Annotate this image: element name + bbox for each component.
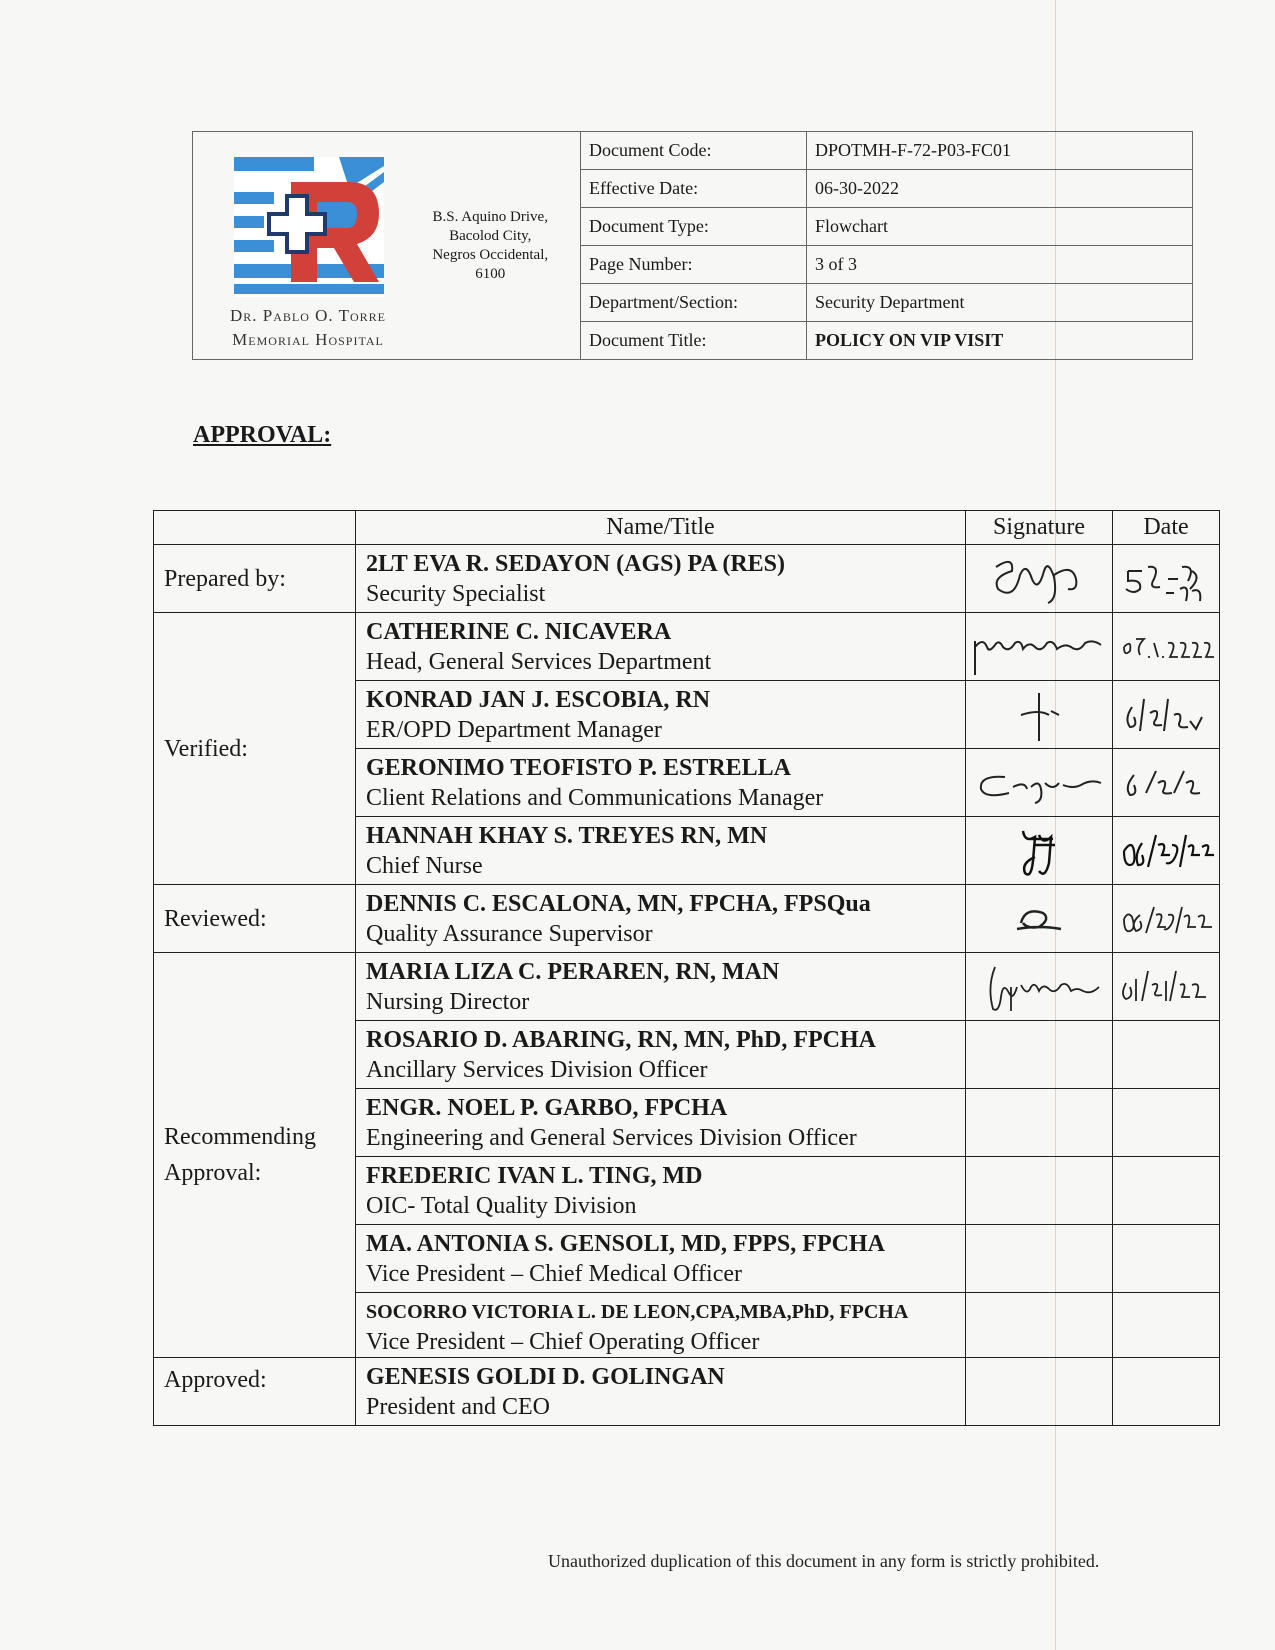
table-header-row bbox=[154, 511, 1220, 545]
signature-mark bbox=[1009, 819, 1069, 883]
date-cell bbox=[1113, 885, 1220, 953]
field-label: Department/Section: bbox=[581, 284, 807, 322]
person-cell bbox=[356, 1157, 966, 1225]
person-title: Head, General Services Department bbox=[366, 649, 712, 675]
signature-cell bbox=[966, 953, 1113, 1021]
signature-cell bbox=[966, 885, 1113, 953]
date-cell bbox=[1113, 1358, 1220, 1426]
person-cell bbox=[356, 817, 966, 885]
signature-mark bbox=[1009, 685, 1069, 745]
person-cell bbox=[356, 1225, 966, 1293]
signature-mark bbox=[969, 753, 1109, 813]
role-recommending-line2: Approval: bbox=[164, 1160, 262, 1186]
hospital-name-line2: Memorial Hospital bbox=[232, 330, 384, 349]
role-prepared: Prepared by: bbox=[154, 545, 356, 613]
person-cell bbox=[356, 885, 966, 953]
person-cell bbox=[356, 545, 966, 613]
person-title: Vice President – Chief Medical Officer bbox=[366, 1261, 742, 1287]
handwritten-date-mark bbox=[1116, 617, 1216, 677]
person-title: Quality Assurance Supervisor bbox=[366, 921, 653, 947]
person-name: FREDERIC IVAN L. TING, MD bbox=[366, 1163, 703, 1189]
signature-cell bbox=[966, 545, 1113, 613]
date-cell bbox=[1113, 817, 1220, 885]
person-cell bbox=[356, 681, 966, 749]
table-row bbox=[154, 545, 1220, 613]
role-recommending-line1: Recommending bbox=[164, 1124, 316, 1150]
handwritten-date-mark bbox=[1116, 753, 1216, 813]
page-number-value: 3 of 3 bbox=[807, 246, 1193, 284]
approval-heading: APPROVAL: bbox=[193, 422, 332, 448]
person-title: Chief Nurse bbox=[366, 853, 483, 879]
date-cell bbox=[1113, 1157, 1220, 1225]
field-label: Effective Date: bbox=[581, 170, 807, 208]
signature-cell bbox=[966, 1225, 1113, 1293]
document-type-value: Flowchart bbox=[807, 208, 1193, 246]
person-name: 2LT EVA R. SEDAYON (AGS) PA (RES) bbox=[366, 551, 786, 577]
date-cell bbox=[1113, 1225, 1220, 1293]
person-name: MA. ANTONIA S. GENSOLI, MD, FPPS, FPCHA bbox=[366, 1231, 885, 1257]
person-title: Ancillary Services Division Officer bbox=[366, 1057, 708, 1083]
person-cell bbox=[356, 1021, 966, 1089]
person-name: GERONIMO TEOFISTO P. ESTRELLA bbox=[366, 755, 792, 781]
date-cell bbox=[1113, 1089, 1220, 1157]
signature-mark bbox=[969, 617, 1109, 677]
address-line: Bacolod City, bbox=[449, 227, 532, 244]
person-name: MARIA LIZA C. PERAREN, RN, MAN bbox=[366, 959, 780, 985]
hospital-name bbox=[193, 304, 423, 352]
role-verified: Verified: bbox=[154, 613, 356, 885]
table-row bbox=[154, 953, 1220, 1021]
person-title: Security Specialist bbox=[366, 581, 546, 607]
person-title: Nursing Director bbox=[366, 989, 530, 1015]
table-row bbox=[154, 1358, 1220, 1426]
person-title: Client Relations and Communications Manager bbox=[366, 785, 824, 811]
date-cell bbox=[1113, 1293, 1220, 1358]
field-label: Page Number: bbox=[581, 246, 807, 284]
table-row bbox=[154, 613, 1220, 681]
person-name: ENGR. NOEL P. GARBO, FPCHA bbox=[366, 1095, 728, 1121]
person-title: ER/OPD Department Manager bbox=[366, 717, 662, 743]
name-title-header: Name/Title bbox=[356, 511, 966, 545]
signature-cell bbox=[966, 681, 1113, 749]
signature-cell bbox=[966, 1089, 1113, 1157]
address-line: Negros Occidental, bbox=[432, 246, 549, 263]
signature-cell bbox=[966, 1293, 1113, 1358]
date-cell bbox=[1113, 1021, 1220, 1089]
hospital-name-line1: Dr. Pablo O. Torre bbox=[229, 306, 386, 325]
signature-cell bbox=[966, 613, 1113, 681]
field-label: Document Title: bbox=[581, 322, 807, 360]
person-name: KONRAD JAN J. ESCOBIA, RN bbox=[366, 687, 711, 713]
address-line: 6100 bbox=[475, 265, 506, 282]
person-cell bbox=[356, 953, 966, 1021]
signature-cell bbox=[966, 749, 1113, 817]
handwritten-date-mark bbox=[1116, 549, 1216, 609]
person-name: SOCORRO VICTORIA L. DE LEON,CPA,MBA,PhD, FPCHA bbox=[366, 1301, 909, 1323]
signature-cell bbox=[966, 1358, 1113, 1426]
role-recommending bbox=[154, 953, 356, 1358]
field-label: Document Type: bbox=[581, 208, 807, 246]
handwritten-date-mark bbox=[1116, 957, 1216, 1017]
date-cell bbox=[1113, 545, 1220, 613]
person-cell bbox=[356, 749, 966, 817]
document-code-value: DPOTMH-F-72-P03-FC01 bbox=[807, 132, 1193, 170]
signature-cell bbox=[966, 817, 1113, 885]
date-header: Date bbox=[1113, 511, 1220, 545]
person-title: President and CEO bbox=[366, 1394, 550, 1420]
date-cell bbox=[1113, 953, 1220, 1021]
signature-mark bbox=[999, 889, 1079, 949]
field-label: Document Code: bbox=[581, 132, 807, 170]
person-cell bbox=[356, 1089, 966, 1157]
handwritten-date-mark bbox=[1116, 889, 1216, 949]
signature-cell bbox=[966, 1021, 1113, 1089]
person-title: OIC- Total Quality Division bbox=[366, 1193, 637, 1219]
role-reviewed: Reviewed: bbox=[154, 885, 356, 953]
handwritten-date-mark bbox=[1116, 821, 1216, 881]
table-row bbox=[154, 885, 1220, 953]
handwritten-date-mark bbox=[1116, 685, 1216, 745]
person-name: GENESIS GOLDI D. GOLINGAN bbox=[366, 1364, 725, 1390]
signature-cell bbox=[966, 1157, 1113, 1225]
address-line: B.S. Aquino Drive, bbox=[432, 208, 548, 225]
effective-date-value: 06-30-2022 bbox=[807, 170, 1193, 208]
role-approved: Approved: bbox=[154, 1358, 356, 1426]
footer-notice: Unauthorized duplication of this document in any form is strictly prohibited. bbox=[548, 1551, 1100, 1571]
hospital-address bbox=[401, 132, 581, 360]
person-name: DENNIS C. ESCALONA, MN, FPCHA, FPSQua bbox=[366, 891, 871, 917]
date-cell bbox=[1113, 681, 1220, 749]
hospital-logo-cell bbox=[193, 132, 401, 360]
person-cell bbox=[356, 613, 966, 681]
person-title: Engineering and General Services Division Officer bbox=[366, 1125, 857, 1151]
person-cell bbox=[356, 1358, 966, 1426]
person-name: HANNAH KHAY S. TREYES RN, MN bbox=[366, 823, 768, 849]
signature-mark bbox=[984, 549, 1094, 609]
blank-header-cell bbox=[154, 511, 356, 545]
date-cell bbox=[1113, 749, 1220, 817]
approval-table bbox=[153, 510, 1220, 1426]
person-cell bbox=[356, 1293, 966, 1358]
signature-header: Signature bbox=[966, 511, 1113, 545]
person-title: Vice President – Chief Operating Officer bbox=[366, 1329, 760, 1355]
document-title-value: POLICY ON VIP VISIT bbox=[807, 322, 1193, 360]
signature-mark bbox=[969, 957, 1109, 1017]
department-value: Security Department bbox=[807, 284, 1193, 322]
date-cell bbox=[1113, 613, 1220, 681]
person-name: CATHERINE C. NICAVERA bbox=[366, 619, 672, 645]
person-name: ROSARIO D. ABARING, RN, MN, PhD, FPCHA bbox=[366, 1027, 877, 1053]
document-header bbox=[192, 131, 1193, 360]
hospital-logo-icon bbox=[229, 152, 389, 302]
